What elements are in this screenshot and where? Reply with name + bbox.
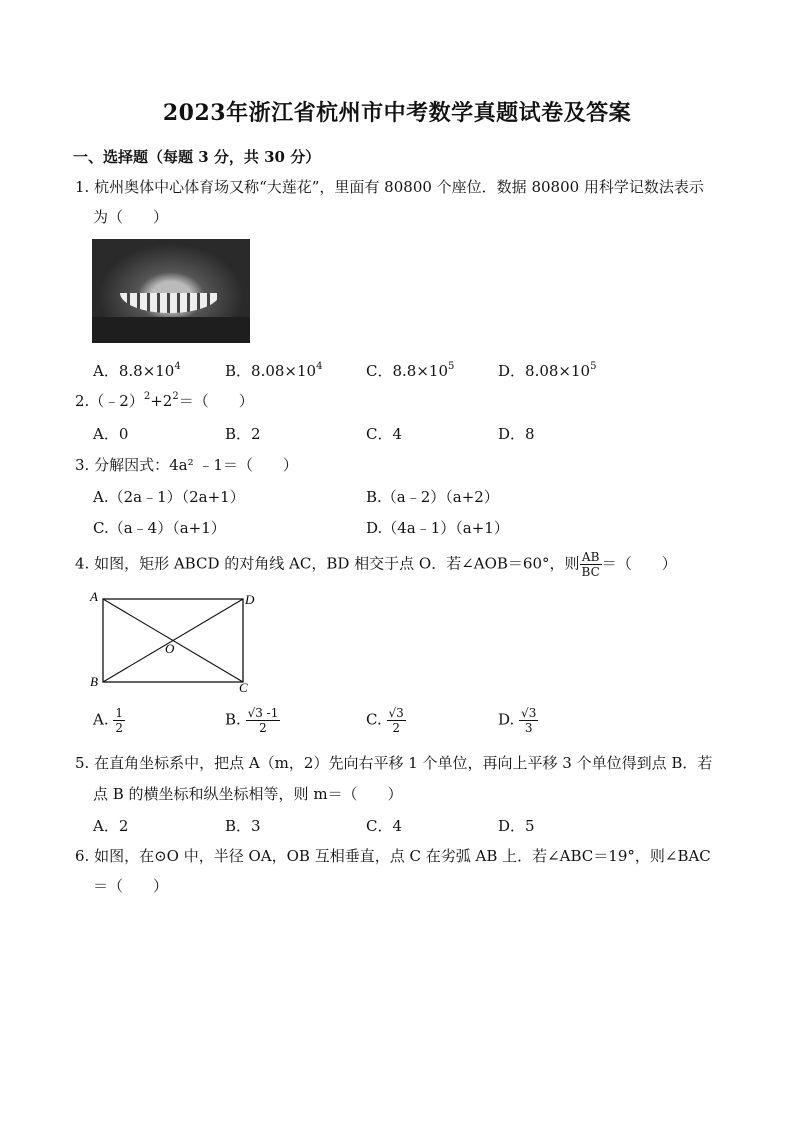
stadium-bowl-shape xyxy=(120,293,220,313)
question-2: $2.(﹣2)^2+2^2=$（ ） xyxy=(75,391,254,410)
stadium-photo xyxy=(92,239,250,343)
q2-option-d: D．8 xyxy=(498,425,535,443)
label-d: D xyxy=(245,592,255,607)
q3-option-d: D.（4a﹣1）（a+1） xyxy=(366,519,509,537)
rectangle-diagram xyxy=(86,588,262,696)
page-title: 2023年浙江省杭州市中考数学真题试卷及答案 xyxy=(162,100,632,126)
q3-option-b: B.（a﹣2）（a+2） xyxy=(366,488,499,506)
q4-option-b: B. $\frac{√3 -1}{2}$ xyxy=(225,706,279,735)
q1-option-b: B．$8.08\times 10^4$ xyxy=(225,361,323,380)
q5-option-b: B．3 xyxy=(225,817,261,835)
section-heading: 一、选择题（每题 3 分，共 30 分） xyxy=(73,148,321,166)
question-1-line-2: 为（ ） xyxy=(93,208,169,226)
question-5-line-2: 点 B 的横坐标和纵坐标相等，则 m＝（ ） xyxy=(93,785,403,803)
question-6-line-2: ＝（ ） xyxy=(93,877,169,895)
q3-option-c: C.（a﹣4）（a+1） xyxy=(93,519,226,537)
question-5-line-1: 5. 在直角坐标系中，把点 A（m，2）先向右平移 1 个单位，再向上平移 3 个单位得到点 B．若 xyxy=(75,754,713,772)
question-3: 3. 分解因式：4a² ﹣1＝（ ） xyxy=(75,456,298,474)
ratio-fraction: $\frac{AB}{BC}$ xyxy=(581,550,600,579)
label-a: A xyxy=(90,589,98,604)
q1-option-d: D．$8.08\times 10^5$ xyxy=(498,361,597,380)
question-6-line-1: 6. 如图，在⊙O 中，半径 OA，OB 互相垂直，点 C 在劣弧 AB 上．若∠ABC＝19°，则∠BAC xyxy=(75,847,711,865)
q2-option-b: B．2 xyxy=(225,425,261,443)
q5-option-c: C．4 xyxy=(366,817,403,835)
question-4: 4. 如图，矩形 ABCD 的对角线 AC，BD 相交于点 O．若∠AOB＝60°，则 $\frac{AB}{BC}$ ＝（ ） xyxy=(75,550,677,579)
q4-option-a: A. $\frac{1}{2}$ xyxy=(93,706,124,735)
question-1-line-1: 1. 杭州奥体中心体育场又称“大莲花”，里面有 80800 个座位．数据 80800 用科学记数法表示 xyxy=(75,178,704,196)
q1-option-c: C．$8.8\times 10^5$ xyxy=(366,361,455,380)
q2-option-a: A．0 xyxy=(93,425,129,443)
q3-option-a: A.（2a﹣1）（2a+1） xyxy=(93,488,245,506)
q2-option-c: C．4 xyxy=(366,425,403,443)
q1-option-a: A．$8.8\times 10^4$ xyxy=(93,361,181,380)
q4-option-d: D. $\frac{√3}{3}$ xyxy=(498,706,537,735)
q5-option-a: A．2 xyxy=(93,817,129,835)
label-o: O xyxy=(165,641,175,656)
photo-foreground xyxy=(92,317,250,343)
label-b: B xyxy=(90,674,98,689)
label-c: C xyxy=(239,680,248,695)
q4-option-c: C. $\frac{√3}{2}$ xyxy=(366,706,404,735)
q5-option-d: D．5 xyxy=(498,817,535,835)
